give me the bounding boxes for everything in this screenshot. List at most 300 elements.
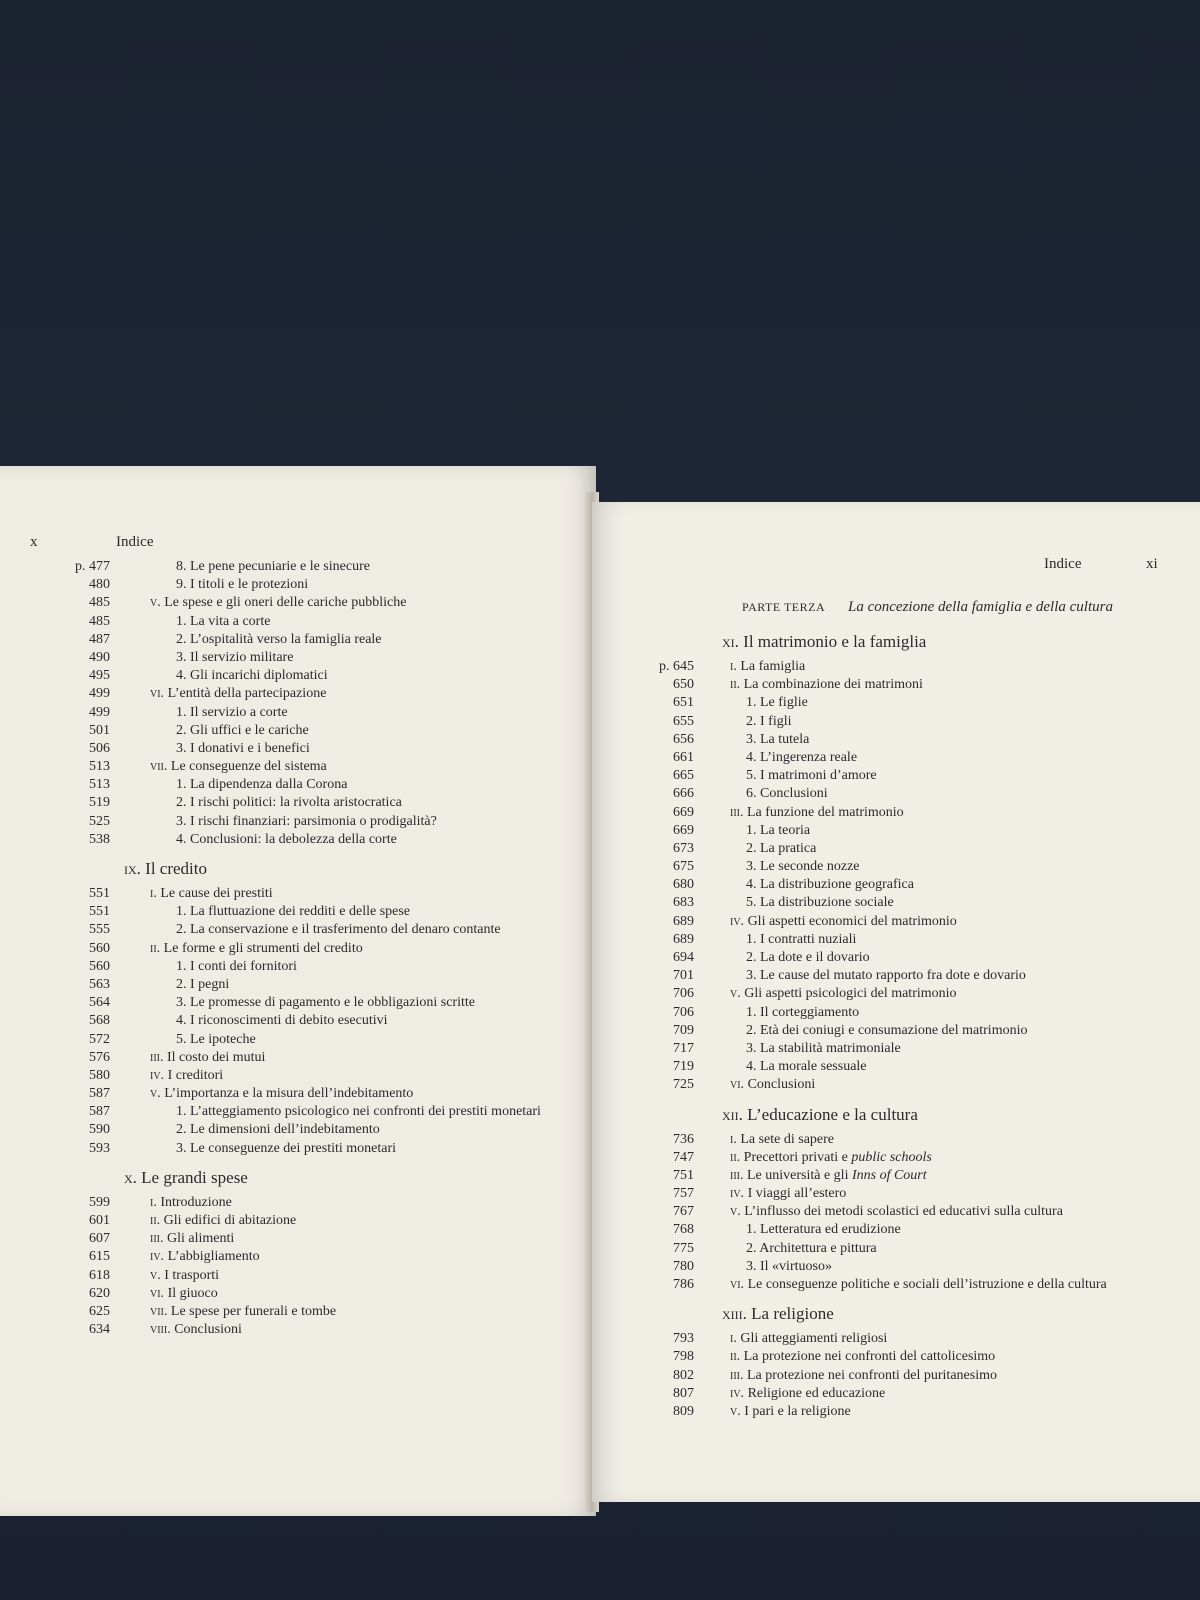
toc-entry-number: 1. [176, 704, 187, 720]
toc-entry-label [176, 1140, 396, 1158]
toc-entry-number: ix. [124, 859, 141, 878]
toc-page-number: 669 [673, 804, 694, 820]
toc-entry-label [150, 594, 406, 612]
toc-entry-label [730, 1367, 997, 1385]
toc-entry [650, 1221, 1190, 1239]
toc-entry [650, 913, 1190, 931]
toc-entry-label [150, 1285, 218, 1303]
toc-page-number: 767 [673, 1204, 694, 1220]
toc-entry-label [150, 1212, 296, 1230]
toc-page-number: p. 477 [75, 559, 110, 574]
toc-page-number: 568 [89, 1013, 110, 1029]
toc-entry-title: L’entità della partecipazione [167, 686, 327, 702]
left-folio: x [30, 534, 38, 550]
toc-entry-number: v. [150, 595, 161, 611]
right-page [592, 502, 1200, 1502]
toc-entry-title: Precettori privati e [743, 1149, 852, 1165]
toc-entry-label [746, 1040, 901, 1058]
toc-entry-label [150, 1321, 242, 1339]
toc-entry-number: 2. [176, 722, 187, 738]
toc-entry-number: 4. [176, 668, 187, 684]
toc-entry-number: 3. [746, 1040, 757, 1056]
toc-entry-number: iii. [150, 1231, 164, 1247]
toc-entry-label [150, 1303, 336, 1321]
toc-page-number: 599 [89, 1194, 110, 1210]
toc-entry-number: vii. [150, 1303, 168, 1319]
toc-entry-label [176, 976, 229, 994]
toc-entry-title: Religione ed educazione [747, 1385, 886, 1401]
toc-page-number: 580 [89, 1067, 110, 1083]
toc-entry-number: 5. [746, 768, 757, 784]
toc-page-number: 717 [673, 1040, 694, 1056]
toc-entry-title: Il servizio a corte [190, 704, 288, 720]
toc-entry-title: La funzione del matrimonio [747, 804, 904, 820]
toc-entry-label [176, 740, 310, 758]
toc-entry-number: 3. [176, 813, 187, 829]
toc-entry-title: Il «virtuoso» [760, 1258, 832, 1274]
toc-entry-title: La religione [751, 1304, 834, 1324]
toc-entry-label [730, 804, 904, 822]
toc-entry-label [150, 1230, 234, 1248]
toc-entry-title: Gli uffici e le cariche [190, 722, 309, 738]
toc-entry-title: I donativi e i benefici [190, 740, 310, 756]
toc-entry [66, 631, 586, 649]
toc-entry-title: Conclusioni [760, 786, 828, 802]
toc-page-number: 780 [673, 1258, 694, 1274]
toc-entry [66, 667, 586, 685]
toc-entry [66, 1140, 586, 1158]
toc-entry-title: Introduzione [160, 1194, 232, 1210]
toc-entry [650, 876, 1190, 894]
toc-entry-title: I viaggi all’estero [747, 1186, 847, 1202]
toc-page-number: 501 [89, 722, 110, 738]
toc-entry [650, 1203, 1190, 1221]
toc-page-number: 480 [89, 577, 110, 593]
toc-entry [650, 1076, 1190, 1094]
toc-entry [650, 1185, 1190, 1203]
toc-entry-number: 3. [176, 1140, 187, 1156]
toc-entry-title: Le conseguenze politiche e sociali dell’istruzione e della cultura [747, 1277, 1107, 1292]
toc-entry-number: v. [730, 1204, 741, 1220]
toc-entry-number: v. [150, 1267, 161, 1283]
toc-entry-number: 8. [176, 559, 187, 574]
toc-entry-number: 3. [176, 995, 187, 1011]
toc-entry-label [746, 822, 810, 840]
toc-entry-title: Il credito [145, 859, 208, 878]
toc-entry-number: iv. [150, 1249, 165, 1265]
toc-page-number: 563 [89, 976, 110, 992]
toc-entry [650, 985, 1190, 1003]
toc-entry [66, 794, 586, 812]
toc-page-number: 793 [673, 1331, 694, 1347]
toc-entry-number: 3. [746, 859, 757, 875]
toc-entry-label [124, 849, 207, 889]
toc-page-number: 485 [89, 613, 110, 629]
toc-page-number: 590 [89, 1122, 110, 1138]
toc-entry-title: Le promesse di pagamento e le obbligazioni scritte [190, 995, 475, 1011]
toc-entry-label [150, 685, 326, 703]
toc-entry-number: ii. [730, 1149, 741, 1165]
toc-entry-number: 3. [746, 731, 757, 747]
toc-entry-number: 3. [176, 740, 187, 756]
toc-entry [66, 576, 586, 594]
toc-entry [66, 1085, 586, 1103]
toc-entry-title: L’abbigliamento [167, 1249, 260, 1265]
toc-entry-number: ii. [150, 1213, 161, 1228]
toc-entry-label [730, 1348, 995, 1366]
toc-entry-number: 2. [176, 795, 187, 811]
toc-entry-number: i. [730, 1131, 737, 1147]
toc-entry-number: 2. [746, 1022, 757, 1038]
toc-entry-label [176, 558, 370, 576]
toc-entry [650, 694, 1190, 712]
toc-entry-number: xii. [722, 1104, 743, 1124]
toc-entry [650, 1004, 1190, 1022]
toc-entry-title: Il matrimonio e la famiglia [743, 632, 927, 651]
toc-entry [66, 994, 586, 1012]
toc-entry-label [176, 613, 270, 631]
toc-entry-label [150, 940, 363, 958]
toc-page-number: 669 [673, 822, 694, 838]
toc-page-number: 634 [89, 1322, 110, 1338]
toc-page-number: 601 [89, 1213, 110, 1228]
toc-entry [650, 1403, 1190, 1421]
toc-entry-number: 2. [176, 1122, 187, 1138]
toc-entry-label [176, 576, 308, 594]
toc-entry-label [150, 1085, 413, 1103]
toc-entry-title: I pegni [190, 976, 230, 992]
toc-entry-title: Le pene pecuniarie e le sinecure [190, 559, 370, 574]
toc-entry-title: I rischi finanziari: parsimonia o prodigalità? [190, 813, 437, 829]
toc-entry-number: v. [730, 1403, 741, 1419]
toc-page-number: 587 [89, 1086, 110, 1102]
toc-page-number: 786 [673, 1277, 694, 1292]
toc-entry [650, 894, 1190, 912]
toc-entry [66, 1194, 586, 1212]
toc-entry-label [746, 1058, 867, 1076]
toc-entry-label [176, 776, 347, 794]
toc-entry-label [150, 1267, 219, 1285]
toc-page-number: 485 [89, 595, 110, 611]
toc-page-number: 736 [673, 1131, 694, 1147]
toc-entry-title: Architettura e pittura [759, 1240, 877, 1256]
toc-entry-title: Le conseguenze del sistema [170, 759, 327, 775]
toc-entry-label [150, 758, 327, 776]
toc-entry-title: La combinazione dei matrimoni [743, 677, 923, 693]
toc-entry [66, 1121, 586, 1139]
toc-entry-number: 1. [176, 958, 187, 974]
toc-entry-title: I pari e la religione [744, 1403, 851, 1419]
toc-entry-label [730, 1276, 1107, 1294]
toc-entry-label [746, 1022, 1027, 1040]
toc-entry-label [746, 1240, 877, 1258]
toc-entry-label [176, 1103, 541, 1121]
toc-entry-number: x. [124, 1167, 137, 1187]
toc-entry-number: iv. [730, 913, 745, 929]
toc-entry [650, 1367, 1190, 1385]
toc-entry-number: iii. [150, 1049, 164, 1065]
toc-entry-number: v. [730, 986, 741, 1002]
toc-entry [650, 1276, 1190, 1294]
toc-entry [66, 1012, 586, 1030]
toc-page-number: 506 [89, 740, 110, 756]
toc-entry-title: La dote e il dovario [760, 950, 870, 965]
toc-entry-number: xiii. [722, 1304, 747, 1324]
toc-entry-title: Gli edifici di abitazione [163, 1213, 297, 1228]
toc-entry-number: 4. [746, 749, 757, 765]
toc-entry [66, 831, 586, 849]
toc-page-number: 625 [89, 1303, 110, 1319]
toc-entry-number: 1. [746, 1222, 757, 1238]
toc-entry-title: Gli aspetti psicologici del matrimonio [744, 986, 957, 1002]
toc-entry [650, 949, 1190, 967]
toc-entry-title: La vita a corte [190, 613, 271, 629]
toc-entry-label [176, 794, 402, 812]
toc-entry-italic: Inns of Court [851, 1167, 927, 1183]
toc-entry-label [722, 622, 926, 662]
toc-chapter [650, 1095, 1190, 1131]
toc-chapter [66, 1158, 586, 1194]
toc-entry-label [746, 949, 870, 967]
toc-entry-title: Letteratura ed erudizione [760, 1222, 901, 1238]
toc-entry-title: La dipendenza dalla Corona [190, 777, 348, 793]
toc-entry-number: iv. [150, 1067, 165, 1083]
toc-page-number: 499 [89, 704, 110, 720]
toc-entry-number: ii. [730, 1349, 741, 1365]
toc-entry [66, 776, 586, 794]
toc-entry [66, 594, 586, 612]
toc-entry [650, 1330, 1190, 1348]
toc-entry-label [176, 631, 382, 649]
toc-entry-label [176, 903, 410, 921]
toc-page-number: 513 [89, 759, 110, 775]
toc-entry-title: L’atteggiamento psicologico nei confronti dei prestiti monetari [190, 1104, 541, 1120]
toc-chapter [650, 1294, 1190, 1330]
right-running-head: Indice [1044, 556, 1082, 572]
toc-entry-number: 2. [176, 976, 187, 992]
toc-entry [650, 822, 1190, 840]
toc-entry-title: I rischi politici: la rivolta aristocratica [190, 795, 402, 811]
left-running-head: Indice [116, 534, 154, 550]
toc-entry [650, 749, 1190, 767]
toc-entry-number: 4. [746, 1059, 757, 1075]
toc-entry-title: Le ipoteche [190, 1031, 256, 1047]
toc-entry-number: 1. [176, 777, 187, 793]
toc-entry-label [730, 1149, 932, 1167]
toc-entry-number: 3. [176, 649, 187, 665]
toc-entry-label [746, 1258, 832, 1276]
toc-entry-label [176, 831, 397, 849]
toc-entry-number: 5. [746, 895, 757, 911]
part-label: PARTE TERZA [742, 600, 826, 614]
toc-entry-label [176, 994, 475, 1012]
toc-entry-label [176, 958, 297, 976]
toc-entry [66, 758, 586, 776]
toc-entry [66, 1267, 586, 1285]
toc-entry-title: Il costo dei mutui [167, 1049, 266, 1065]
toc-page-number: 560 [89, 940, 110, 956]
toc-entry-label [150, 1049, 265, 1067]
toc-entry-title: Il corteggiamento [760, 1004, 860, 1020]
toc-page-number: 689 [673, 913, 694, 929]
toc-entry [650, 1040, 1190, 1058]
toc-entry [66, 921, 586, 939]
toc-entry [66, 1285, 586, 1303]
toc-entry-number: 1. [176, 1104, 187, 1120]
toc-page-number: 587 [89, 1104, 110, 1120]
toc-entry-number: 2. [746, 713, 757, 729]
toc-entry-title: L’educazione e la cultura [747, 1104, 918, 1124]
toc-entry [650, 858, 1190, 876]
toc-entry-label [746, 840, 816, 858]
toc-entry-label [746, 731, 809, 749]
toc-entry-label [730, 913, 957, 931]
toc-entry-title: La distribuzione sociale [760, 895, 894, 911]
toc-entry [66, 976, 586, 994]
toc-entry-title: Conclusioni: la debolezza della corte [190, 831, 397, 847]
toc-entry-label [746, 713, 792, 731]
toc-entry-number: 3. [746, 1258, 757, 1274]
toc-entry-number: 4. [176, 1013, 187, 1029]
toc-entry [650, 767, 1190, 785]
toc-entry-label [730, 676, 923, 694]
toc-entry-label [746, 931, 856, 949]
toc-entry [66, 1303, 586, 1321]
toc-entry-title: Il giuoco [167, 1285, 218, 1301]
toc-entry [650, 1258, 1190, 1276]
toc-entry-label [176, 1012, 388, 1030]
toc-entry-number: 2. [746, 950, 757, 965]
toc-entry-title: I matrimoni d’amore [760, 768, 877, 784]
toc-entry [650, 967, 1190, 985]
toc-entry-label [730, 1185, 846, 1203]
toc-page-number: 701 [673, 968, 694, 984]
toc-entry [650, 676, 1190, 694]
toc-entry-number: vii. [150, 759, 168, 775]
toc-entry-label [730, 658, 805, 676]
toc-entry-title: Le seconde nozze [760, 859, 860, 875]
toc-entry-title: Età dei coniugi e consumazione del matrimonio [760, 1022, 1028, 1038]
toc-entry-number: viii. [150, 1322, 171, 1338]
toc-entry-number: 4. [176, 831, 187, 847]
toc-entry [66, 940, 586, 958]
toc-entry-label [746, 967, 1026, 985]
toc-entry [650, 785, 1190, 803]
toc-entry-title: Il servizio militare [190, 649, 294, 665]
toc-entry-number: 6. [746, 786, 757, 802]
toc-entry [66, 885, 586, 903]
toc-page-number: 651 [673, 695, 694, 711]
toc-entry-number: iv. [730, 1186, 745, 1202]
toc-entry [66, 1321, 586, 1339]
toc-entry-label [722, 1294, 834, 1334]
right-toc-list [650, 622, 1190, 1421]
toc-entry-number: vi. [730, 1077, 745, 1093]
toc-entry-title: La teoria [760, 822, 811, 838]
toc-entry [650, 931, 1190, 949]
toc-entry-number: 4. [746, 877, 757, 893]
toc-entry-label [176, 667, 328, 685]
toc-page-number: 490 [89, 649, 110, 665]
toc-page-number: 680 [673, 877, 694, 893]
toc-entry [66, 649, 586, 667]
toc-entry-number: 1. [176, 904, 187, 920]
toc-entry-title: L’influsso dei metodi scolastici ed educativi sulla cultura [744, 1204, 1063, 1220]
toc-entry [650, 713, 1190, 731]
toc-page-number: 618 [89, 1267, 110, 1283]
toc-entry-label [730, 1203, 1063, 1221]
toc-entry [66, 722, 586, 740]
toc-entry-label [150, 1194, 232, 1212]
toc-entry-number: 2. [176, 922, 187, 938]
toc-entry-number: ii. [730, 677, 741, 693]
toc-entry [66, 1103, 586, 1121]
toc-entry-number: iv. [730, 1385, 745, 1401]
toc-entry-number: 2. [746, 840, 757, 856]
toc-entry-title: I creditori [167, 1067, 224, 1083]
toc-entry [650, 1167, 1190, 1185]
toc-entry-title: La sete di sapere [740, 1131, 835, 1147]
toc-entry-label [746, 785, 828, 803]
toc-page-number: 519 [89, 795, 110, 811]
toc-entry-title: Le forme e gli strumenti del credito [163, 940, 363, 956]
toc-entry-number: vi. [730, 1277, 745, 1292]
toc-entry-label [746, 1004, 859, 1022]
toc-page-number: 656 [673, 731, 694, 747]
toc-entry [650, 1348, 1190, 1366]
toc-entry-title: I contratti nuziali [760, 931, 857, 947]
toc-page-number: 747 [673, 1149, 694, 1165]
toc-entry [66, 1049, 586, 1067]
toc-page-number: 751 [673, 1167, 694, 1183]
toc-entry-title: Gli incarichi diplomatici [190, 668, 328, 684]
toc-entry [650, 658, 1190, 676]
toc-page-number: 607 [89, 1231, 110, 1247]
toc-chapter [650, 622, 1190, 658]
toc-entry-number: 1. [746, 931, 757, 947]
toc-entry-label [176, 649, 293, 667]
toc-entry-title: L’ingerenza reale [760, 749, 858, 765]
toc-entry-title: I figli [760, 713, 792, 729]
toc-page-number: 673 [673, 840, 694, 856]
toc-entry-label [150, 1067, 223, 1085]
toc-entry-number: iii. [730, 1367, 744, 1383]
toc-entry [650, 804, 1190, 822]
toc-page-number: 564 [89, 995, 110, 1011]
toc-entry-title: Le cause del mutato rapporto fra dote e dovario [760, 968, 1026, 984]
toc-entry-label [176, 813, 437, 831]
toc-entry-italic: public schools [851, 1149, 932, 1165]
toc-entry-title: I riconoscimenti di debito esecutivi [190, 1013, 388, 1029]
toc-entry [650, 1149, 1190, 1167]
toc-page-number: 499 [89, 686, 110, 702]
toc-entry-title: Le spese e gli oneri delle cariche pubbliche [164, 595, 407, 611]
toc-entry-number: vi. [150, 686, 165, 702]
toc-entry-title: Le conseguenze dei prestiti monetari [190, 1140, 397, 1156]
toc-entry [66, 903, 586, 921]
toc-entry-number: 1. [746, 822, 757, 838]
toc-entry-number: 2. [746, 1240, 757, 1256]
toc-entry [650, 731, 1190, 749]
toc-entry-title: Le dimensioni dell’indebitamento [190, 1122, 380, 1138]
toc-entry-label [746, 894, 894, 912]
toc-page-number: 650 [673, 677, 694, 693]
toc-entry-label [150, 1248, 260, 1266]
toc-entry-title: Le cause dei prestiti [160, 886, 273, 901]
toc-entry-title: La protezione nei confronti del puritanesimo [747, 1367, 997, 1383]
toc-entry-label [150, 885, 273, 903]
toc-entry-label [176, 921, 501, 939]
